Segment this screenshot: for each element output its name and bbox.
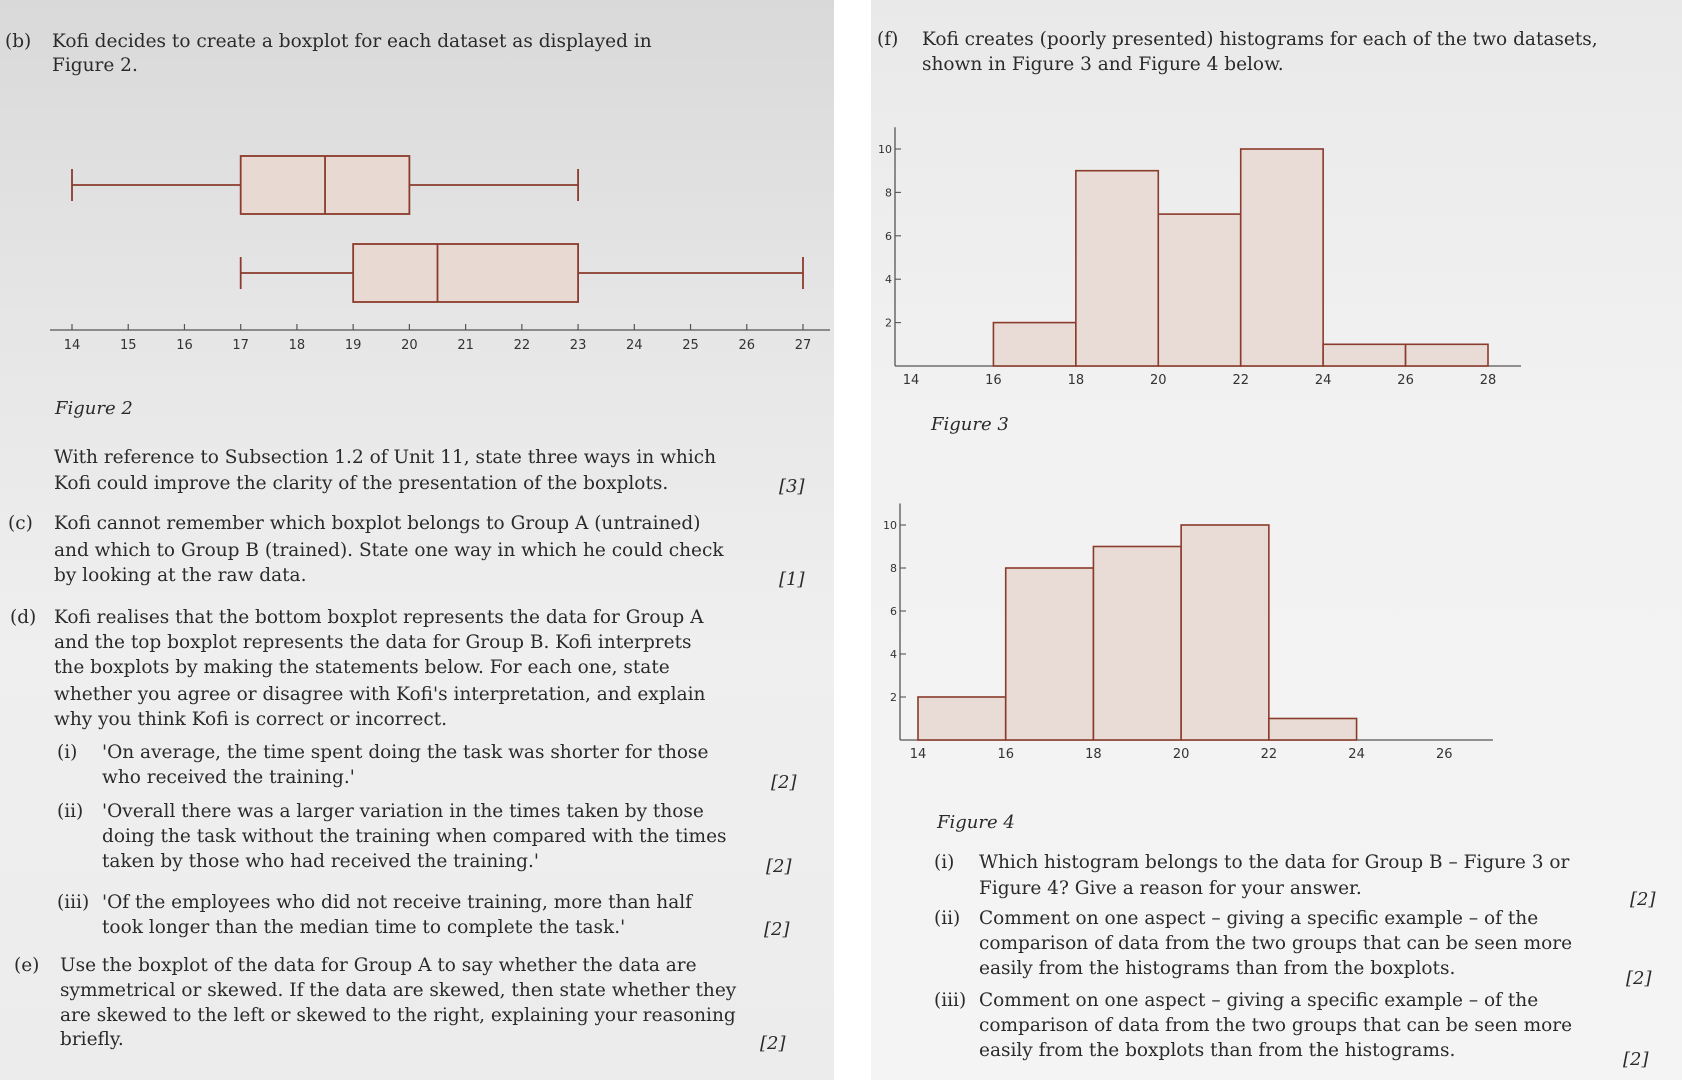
histogram-bar [1006, 568, 1094, 740]
part-f-i-text: Figure 4? Give a reason for your answer. [979, 878, 1362, 899]
x-tick-label: 17 [232, 338, 249, 353]
part-e-text: are skewed to the left or skewed to the right, explaining your reasoning [60, 1005, 736, 1026]
part-c-text: and which to Group B (trained). State one way in which he could check [54, 540, 724, 561]
part-f-iii-text: comparison of data from the two groups that can be seen more [979, 1015, 1573, 1036]
part-c-label: (c) [8, 513, 33, 534]
histogram-bar [1181, 525, 1269, 740]
part-d-label: (d) [10, 607, 37, 628]
x-tick-label: 18 [288, 338, 306, 353]
part-d-iii-label: (iii) [57, 892, 90, 913]
boxplot-box [353, 244, 578, 302]
part-e-label: (e) [14, 955, 40, 976]
part-f-ii-text: Comment on one aspect – giving a specific example – of the [979, 908, 1539, 929]
part-b-label: (b) [5, 31, 32, 52]
part-f-i-label: (i) [934, 852, 955, 873]
x-tick-label: 14 [902, 373, 920, 388]
x-tick-label: 24 [626, 338, 643, 353]
y-tick-label: 6 [890, 605, 897, 618]
marks-badge: [2] [1630, 889, 1656, 910]
x-tick-label: 22 [513, 338, 531, 353]
x-tick-label: 19 [344, 338, 362, 353]
x-tick-label: 27 [794, 338, 812, 353]
y-tick-label: 2 [890, 691, 897, 704]
histogram-bar [1093, 547, 1181, 741]
part-d-text: and the top boxplot represents the data for Group B. Kofi interprets [54, 632, 692, 653]
marks-badge: [2] [760, 1033, 786, 1054]
x-tick-label: 24 [1314, 373, 1332, 388]
marks-badge: [2] [764, 919, 790, 940]
figure-2-caption: Figure 2 [55, 398, 133, 419]
histogram-bar [1269, 719, 1357, 741]
x-tick-label: 16 [997, 747, 1014, 762]
figure-3-caption: Figure 3 [931, 414, 1009, 435]
figure-2-boxplot [0, 0, 834, 360]
x-tick-label: 15 [119, 338, 137, 353]
part-e-text: symmetrical or skewed. If the data are skewed, then state whether they [60, 980, 737, 1001]
part-b-question: Kofi could improve the clarity of the presentation of the boxplots. [54, 473, 669, 494]
x-tick-label: 26 [1436, 747, 1453, 762]
x-tick-label: 28 [1479, 373, 1497, 388]
part-d-i-text: 'On average, the time spent doing the task was shorter for those [102, 742, 709, 763]
x-tick-label: 14 [63, 338, 81, 353]
x-tick-label: 26 [1397, 373, 1414, 388]
part-b-question: With reference to Subsection 1.2 of Unit 11, state three ways in which [54, 447, 717, 468]
part-d-text: Kofi realises that the bottom boxplot represents the data for Group A [54, 607, 704, 628]
x-tick-label: 20 [401, 338, 418, 353]
marks-badge: [2] [1623, 1049, 1649, 1070]
part-b-text: Kofi decides to create a boxplot for each dataset as displayed in [52, 31, 652, 52]
part-d-text: why you think Kofi is correct or incorrect. [54, 709, 448, 730]
x-tick-label: 20 [1150, 373, 1167, 388]
marks-badge: [2] [766, 856, 792, 877]
y-tick-label: 6 [885, 229, 892, 243]
part-d-ii-text: 'Overall there was a larger variation in the times taken by those [102, 801, 704, 822]
part-f-ii-label: (ii) [934, 908, 961, 929]
part-d-text: the boxplots by making the statements below. For each one, state [54, 657, 670, 678]
marks-badge: [2] [771, 772, 797, 793]
marks-badge: [1] [779, 569, 805, 590]
part-f-label: (f) [877, 29, 899, 50]
y-tick-label: 8 [890, 562, 897, 575]
part-c-text: Kofi cannot remember which boxplot belongs to Group A (untrained) [54, 513, 701, 534]
x-tick-label: 14 [909, 747, 927, 762]
part-f-ii-text: comparison of data from the two groups that can be seen more [979, 933, 1573, 954]
part-f-i-text: Which histogram belongs to the data for Group B – Figure 3 or [979, 852, 1570, 873]
x-tick-label: 22 [1260, 747, 1278, 762]
y-tick-label: 10 [883, 519, 897, 532]
marks-badge: [3] [779, 476, 805, 497]
part-f-iii-text: Comment on one aspect – giving a specific example – of the [979, 990, 1539, 1011]
part-b-text: Figure 2. [52, 55, 138, 76]
part-d-iii-text: took longer than the median time to complete the task.' [102, 917, 626, 938]
x-tick-label: 23 [569, 338, 587, 353]
x-tick-label: 22 [1232, 373, 1249, 388]
x-tick-label: 24 [1348, 747, 1365, 762]
part-c-text: by looking at the raw data. [54, 565, 307, 586]
part-f-text: Kofi creates (poorly presented) histograms for each of the two datasets, [922, 29, 1598, 50]
x-tick-label: 26 [738, 338, 756, 353]
marks-badge: [2] [1626, 968, 1652, 989]
figure-4-caption: Figure 4 [937, 812, 1015, 833]
part-d-text: whether you agree or disagree with Kofi's interpretation, and explain [54, 684, 706, 705]
x-tick-label: 20 [1172, 747, 1190, 762]
y-tick-label: 2 [885, 316, 892, 330]
x-tick-label: 21 [457, 338, 474, 353]
part-d-ii-label: (ii) [57, 801, 84, 822]
part-e-text: briefly. [60, 1029, 124, 1050]
part-d-ii-text: taken by those who had received the training.' [102, 851, 539, 872]
figure-4-histogram [871, 0, 1682, 840]
part-f-iii-text: easily from the boxplots than from the histograms. [979, 1040, 1456, 1061]
part-d-ii-text: doing the task without the training when compared with the times [102, 826, 727, 847]
part-d-iii-text: 'Of the employees who did not receive training, more than half [102, 892, 692, 913]
part-f-text: shown in Figure 3 and Figure 4 below. [922, 54, 1284, 75]
left-page [0, 0, 834, 1080]
part-e-text: Use the boxplot of the data for Group A to say whether the data are [60, 955, 697, 976]
part-f-ii-text: easily from the histograms than from the boxplots. [979, 958, 1456, 979]
x-tick-label: 16 [176, 338, 193, 353]
part-f-iii-label: (iii) [934, 990, 967, 1011]
y-tick-label: 8 [885, 186, 892, 200]
y-tick-label: 4 [890, 648, 897, 661]
part-d-i-label: (i) [57, 742, 78, 763]
x-tick-label: 16 [985, 373, 1002, 388]
x-tick-label: 25 [682, 338, 699, 353]
right-page [871, 0, 1682, 1080]
part-d-i-text: who received the training.' [102, 767, 355, 788]
x-tick-label: 18 [1067, 373, 1085, 388]
x-tick-label: 18 [1085, 747, 1102, 762]
histogram-bar [918, 697, 1006, 740]
y-tick-label: 10 [878, 143, 892, 156]
y-tick-label: 4 [885, 273, 892, 287]
